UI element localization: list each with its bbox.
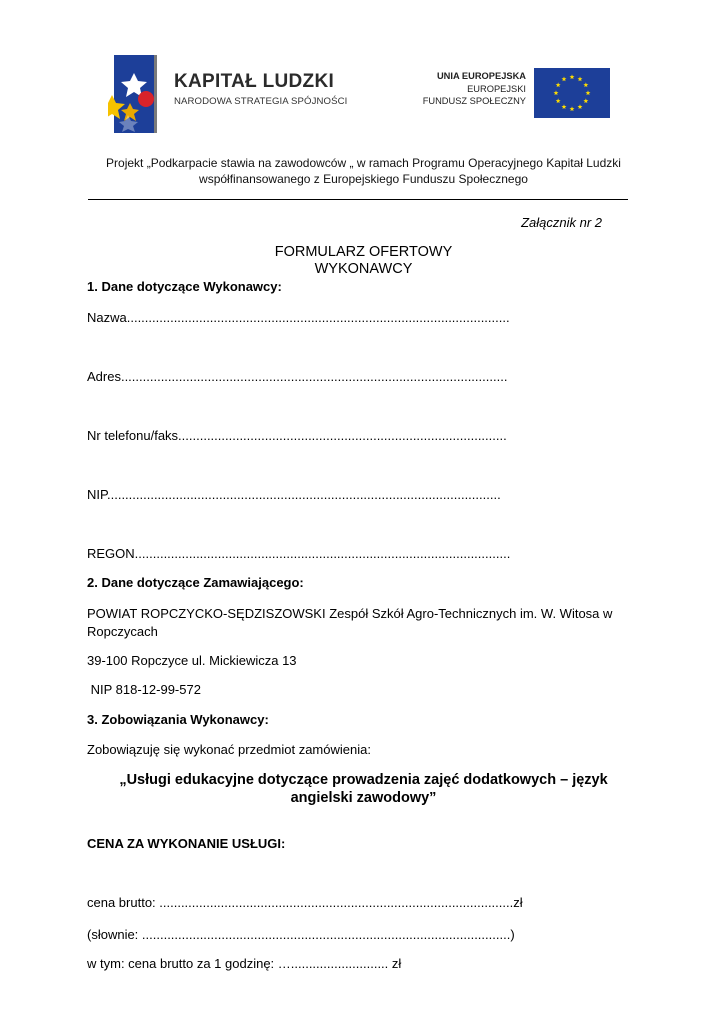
hourly-price-field[interactable]: w tym: cena brutto za 1 godzinę: …........................... zł	[87, 956, 402, 971]
eu-star-icon	[570, 106, 575, 111]
form-title-line-2: WYKONAWCY	[314, 261, 413, 277]
eu-star-icon	[562, 77, 567, 82]
eu-star-icon	[570, 74, 575, 79]
attachment-label: Załącznik nr 2	[521, 215, 602, 230]
eu-star-icon	[554, 90, 559, 95]
ordering-party-address: 39-100 Ropczyce ul. Mickiewicza 13	[87, 653, 297, 668]
contractor-address-field[interactable]: Adres...........................................................................................................	[87, 369, 508, 384]
service-title-line-1: „Usługi edukacyjne dotyczące prowadzenia zajęć dodatkowych – język	[119, 772, 608, 788]
eu-star-icon	[583, 82, 588, 87]
kapital-ludzki-emblem-icon	[108, 55, 168, 135]
form-title-line-1: FORMULARZ OFERTOWY	[274, 244, 453, 260]
ordering-party-nip: NIP 818-12-99-572	[87, 682, 201, 697]
section-2-heading: 2. Dane dotyczące Zamawiającego:	[87, 575, 304, 590]
eu-flag-icon	[534, 68, 610, 118]
eu-line-2: EUROPEJSKI	[467, 83, 526, 94]
eu-star-icon	[562, 104, 567, 109]
kapital-ludzki-title: KAPITAŁ LUDZKI	[174, 71, 335, 92]
eu-logo	[420, 68, 610, 120]
ordering-party-line-2: Ropczycach	[87, 624, 158, 639]
eu-logo-text	[423, 70, 526, 108]
form-title	[0, 244, 727, 278]
contractor-nip-field[interactable]: NIP.............................................................................................................	[87, 487, 501, 502]
kapital-ludzki-subtitle: NARODOWA STRATEGIA SPÓJNOŚCI	[174, 96, 348, 107]
service-title-line-2: angielski zawodowy”	[290, 790, 437, 806]
eu-star-icon	[583, 98, 588, 103]
contractor-phone-field[interactable]: Nr telefonu/faks...........................................................................................	[87, 428, 507, 443]
eu-star-icon	[556, 98, 561, 103]
project-description	[0, 155, 727, 187]
project-line-2: współfinansowanego z Europejskiego Funduszu Społecznego	[199, 172, 528, 186]
section-1-heading: 1. Dane dotyczące Wykonawcy:	[87, 279, 282, 294]
gross-price-field[interactable]: cena brutto: ..................................................................................................zł	[87, 895, 523, 910]
section-3-heading: 3. Zobowiązania Wykonawcy:	[87, 712, 269, 727]
contractor-name-field[interactable]: Nazwa..........................................................................................................	[87, 310, 510, 325]
eu-star-icon	[556, 82, 561, 87]
eu-star-icon	[578, 104, 583, 109]
ordering-party-name	[87, 605, 647, 641]
eu-star-icon	[578, 77, 583, 82]
price-in-words-field[interactable]: (słownie: ......................................................................................................)	[87, 927, 515, 942]
eu-star-icon	[586, 90, 591, 95]
kapital-ludzki-logo	[108, 55, 358, 135]
eu-line-1: UNIA EUROPEJSKA	[436, 71, 526, 81]
project-line-1: Projekt „Podkarpacie stawia na zawodowców „ w ramach Programu Operacyjnego Kapitał Ludzki	[106, 156, 621, 170]
commitment-text: Zobowiązuję się wykonać przedmiot zamówienia:	[87, 742, 371, 757]
ordering-party-line-1: POWIAT ROPCZYCKO-SĘDZISZOWSKI Zespół Szkół Agro-Technicznych im. W. Witosa w	[87, 606, 613, 621]
contractor-regon-field[interactable]: REGON........................................................................................................	[87, 546, 511, 561]
eu-line-3: FUNDUSZ SPOŁECZNY	[422, 96, 526, 106]
header-divider	[88, 199, 628, 200]
price-heading: CENA ZA WYKONANIE USŁUGI:	[87, 836, 286, 851]
service-title	[0, 771, 727, 807]
